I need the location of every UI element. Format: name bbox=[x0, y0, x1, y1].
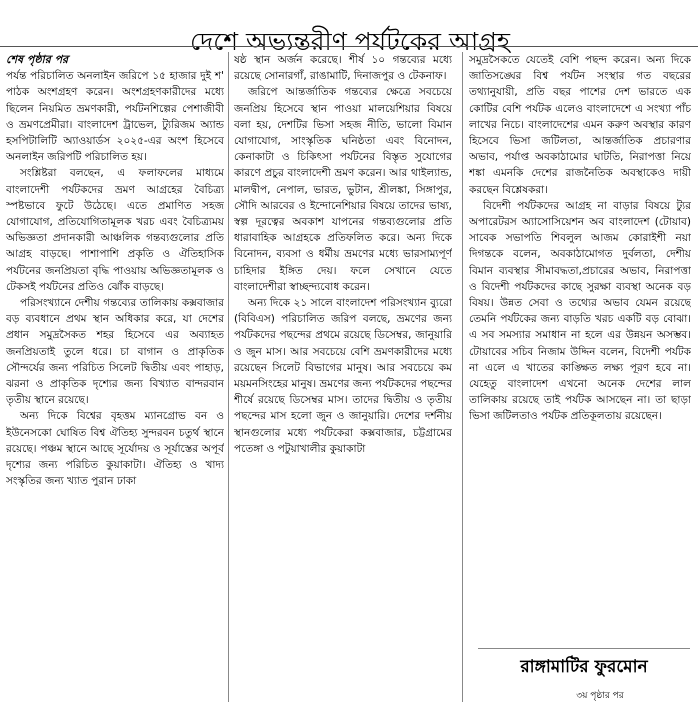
paragraph: পরিসংখ্যানে দেশীয় গন্তব্যের তালিকায় কক্সবাজার বড় ব্যবধানে প্রথম স্থান অধিকার করে, যা দেশের প্রধান সমুদ্রসৈকত শহর হিসেবে এর অব্যাহত জনপ্রিয়তাই তুলে ধরে। চা বাগান ও প্রাকৃতিক সৌন্দর্যের জন্য পরিচিত সিলেট দ্বিতীয় এবং পাহাড়, ঝরনা ও প্রাকৃতিক দৃশ্যের জন্য বিখ্যাত বান্দরবান তৃতীয় স্থানে রয়েছে। bbox=[6, 297, 224, 407]
headline-divider bbox=[0, 46, 698, 47]
article-column-1 bbox=[6, 52, 224, 702]
article-headline: দেশে অভ্যন্তরীণ পর্যটকের আগ্রহ bbox=[189, 26, 511, 56]
paragraph: ষষ্ঠ স্থান অর্জন করেছে। শীর্ষ ১০ গন্তব্যের মধ্যে রয়েছে সোনারগাঁ, রাঙামাটি, দিনাজপুর ও টেকনাফ। bbox=[234, 54, 452, 83]
column-divider bbox=[228, 52, 229, 702]
paragraph: পর্যন্ত পরিচালিত অনলাইন জরিপে ১৫ হাজার দুই শ' পাঠক অংশগ্রহণ করেন। অংশগ্রহণকারীদের মধ্যে ছিলেন নিয়মিত ভ্রমণকারী, পর্যটনশিল্পের পেশাজীবী ও ভ্রমণপ্রেমীরা। বাংলাদেশ ট্রাভেল, ট্যুরিজম অ্যান্ড হসপিটালিটি অ্যাওয়ার্ডস ২০২৫-এর অংশ হিসেবে অনলাইন জরিপটি পরিচালিত হয়। bbox=[6, 70, 224, 164]
article-column-3 bbox=[469, 52, 691, 652]
paragraph: জরিপে আন্তর্জাতিক গন্তব্যের ক্ষেত্রে সবচেয়ে জনপ্রিয় হিসেবে স্থান পাওয়া মালয়েশিয়ার বিষয়ে বলা হয়, দেশটির ভিসা সহজ নীতি, ভালো বিমান যোগাযোগ, সাংস্কৃতিক ঘনিষ্ঠতা এবং বিনোদন, কেনাকাটা ও চিকিৎসা পর্যটনের বিস্তৃত সুযোগের কারণে প্রচুর বাংলাদেশী ভ্রমণ করেন। আর থাইল্যান্ড, মালদ্বীপ, নেপাল, ভারত, ভুটান, শ্রীলঙ্কা, সিঙ্গাপুর, সৌদি আরবের ও ইন্দোনেশিয়ার বিষয়ে তাদের ভাষ্য, স্বল্প দূরত্বের অবকাশ যাপনের গন্তব্যগুলোর প্রতি ধারাবাহিক আগ্রহকে প্রতিফলিত করে। অন্য দিকে বিনোদন, ব্যবসা ও ধর্মীয় ভ্রমণের মধ্যে ভারসাম্যপূর্ণ চাহিদার ইঙ্গিত দেয়। ফলে সেখানে যেতে বাংলাদেশীরা স্বাচ্ছন্দ্যবোধ করেন। bbox=[234, 86, 452, 293]
related-story-headline[interactable]: রাঙ্গামাটির ফুরমোন bbox=[520, 657, 648, 677]
paragraph: সমুদ্রসৈকতে যেতেই বেশি পছন্দ করেন। অন্য দিকে জাতিসঙ্ঘের বিশ্ব পর্যটন সংস্থার গত বছরের তথ্যানুযায়ী, প্রতি বছর পাশের দেশ ভারতে এক কোটির বেশি পর্যটক এলেও বাংলাদেশে এ সংখ্যা পাঁচ লাখের নিচে। বাংলাদেশের এমন করুণ অবস্থার কারণ হিসেবে ভিসা জটিলতা, আন্তর্জাতিক প্রচারণার অভাব, পর্যাপ্ত অবকাঠামোর ঘাটতি, নিরাপত্তা নিয়ে শঙ্কা এমনকি দেশের রাজনৈতিক অবস্থাকেও দায়ী করছেন বিশ্লেষকরা। bbox=[469, 54, 691, 196]
column-divider bbox=[462, 52, 463, 702]
article-column-2 bbox=[234, 52, 452, 702]
continued-from-label: শেষ পৃষ্ঠার পর bbox=[6, 53, 69, 66]
paragraph: অন্য দিকে বিশ্বের বৃহত্তম ম্যানগ্রোভ বন ও ইউনেসকো ঘোষিত বিশ্ব ঐতিহ্য সুন্দরবন চতুর্থ স্থানে রয়েছে। পঞ্চম স্থানে আছে সূর্যোদয় ও সূর্যাস্তের অপূর্ব দৃশ্যের জন্য পরিচিত কুয়াকাটা। ঐতিহ্য ও খাদ্য সংস্কৃতির জন্য খ্যাত পুরান ঢাকা bbox=[6, 410, 224, 488]
paragraph: সংশ্লিষ্টরা বলছেন, এ ফলাফলের মাধ্যমে বাংলাদেশী পর্যটকদের ভ্রমণ আগ্রহের বৈচিত্র্য স্পষ্টভাবে ফুটে উঠেছে। এতে প্রমাণিত সহজ যোগাযোগ, প্রতিযোগিতামূলক খরচ এবং বৈচিত্র্যময় অভিজ্ঞতা প্রদানকারী আঞ্চলিক গন্তব্যগুলোর প্রতি আগ্রহ বাড়ছে। পাশাপাশি প্রকৃতি ও ঐতিহাসিক পর্যটনের জনপ্রিয়তা বৃদ্ধি পাওয়ায় অভিজ্ঞতামূলক ও টেকসই পর্যটনের প্রতিও ঝোঁক বাড়ছে। bbox=[6, 167, 224, 293]
paragraph: বিদেশী পর্যটকদের আগ্রহ না বাড়ার বিষয়ে ট্যুর অপারেটরস অ্যাসোসিয়েশন অব বাংলাদেশ (টোয়াব) সাবেক সভাপতি শিবলুল আজম কোরাইশী নয়া দিগন্তকে বলেন, অবকাঠামোগত দুর্বলতা, দেশীয় বিমান ব্যবস্থার সীমাবদ্ধতা,প্রচারের অভাব, নিরাপত্তা ও বিদেশী পর্যটকদের কাছে সুরক্ষা ব্যবস্থা অনেক বড় বিষয়। উন্নত সেবা ও তথ্যের অভাব যেমন রয়েছে তেমনি পর্যটকের জন্য বাড়তি খরচ একটি বড় বোঝা। এ সব সমস্যার সমাধান না হলে এর উন্নয়ন অসম্ভব। টোয়াবের সচিব নিজাম উদ্দিন বলেন, বিদেশী পর্যটক না এলে এ খাতের কাঙ্ক্ষিত লক্ষ্য পূরণ হবে না। যেহেতু বাংলাদেশ এখনো অনেক দেশের লাল তালিকায় রয়েছে তাই পর্যটক আসছেন না। তা ছাড়া ভিসা জটিলতাও পর্যটক প্রতিকূলতায় রয়েছেন। bbox=[469, 199, 691, 423]
related-story-divider bbox=[478, 648, 690, 649]
paragraph: অন্য দিকে ২১ সালে বাংলাদেশ পরিসংখ্যান ব্যুরো (বিবিএস) পরিচালিত জরিপ বলছে, ভ্রমণের জন্য পর্যটকদের পছন্দের প্রথমে রয়েছে ডিসেম্বর, জানুয়ারি ও জুন মাস। আর সবচেয়ে বেশি ভ্রমণকারীদের মধ্যে রয়েছেন সিলেট বিভাগের মানুষ। আর সবচেয়ে কম ময়মনসিংহের মানুষ। ভ্রমণের জন্য পর্যটকদের পছন্দের শীর্ষে রয়েছে ডিসেম্বর মাস। তাদের দ্বিতীয় ও তৃতীয় পছন্দের মাস হলো জুন ও জানুয়ারি। দেশের দর্শনীয় স্থানগুলোর মধ্যে পর্যটকেরা কক্সবাজার, চট্টগ্রামের পতেঙ্গা ও পটুয়াখালীর কুয়াকাটা bbox=[234, 297, 452, 455]
jump-line: ৩য় পৃষ্ঠার পর bbox=[576, 691, 624, 701]
